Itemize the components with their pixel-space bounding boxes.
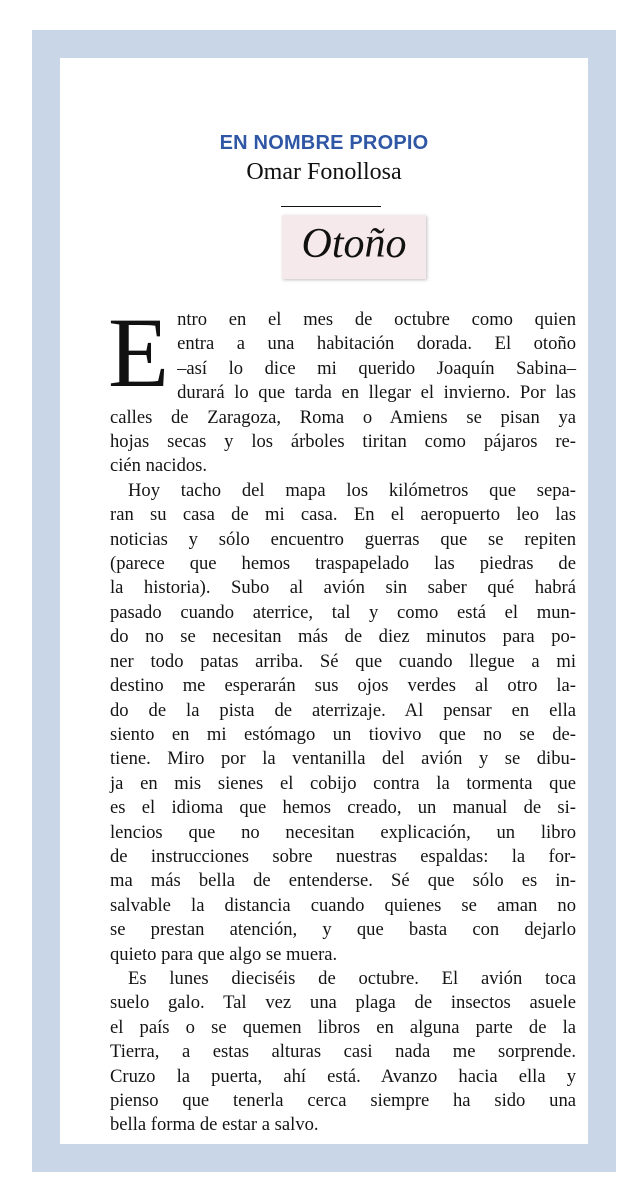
text-line: destino me esperarán sus ojos verdes al otro la- bbox=[110, 675, 576, 697]
text-line: noticias y sólo encuentro guerras que se repiten bbox=[110, 528, 576, 550]
text-line: do de la pista de aterrizaje. Al pensar en ella bbox=[110, 699, 576, 721]
text-line: Es lunes dieciséis de octubre. El avión toca bbox=[128, 967, 576, 989]
article-title: Otoño bbox=[301, 221, 407, 267]
title-box bbox=[282, 215, 426, 279]
paragraph-2 bbox=[110, 479, 576, 967]
text-line: quieto para que algo se muera. bbox=[110, 943, 338, 965]
text-line: de instrucciones sobre nuestras espaldas: la for- bbox=[110, 845, 576, 867]
text-line: salvable la distancia cuando quienes se aman no bbox=[110, 894, 576, 916]
text-line: Hoy tacho del mapa los kilómetros que sepa- bbox=[128, 479, 576, 501]
text-line: entra a una habitación dorada. El otoño bbox=[177, 333, 576, 355]
text-line: tiene. Miro por la ventanilla del avión y se dibu- bbox=[110, 748, 576, 770]
author-name: Omar Fonollosa bbox=[246, 159, 402, 185]
text-line: el país o se quemen libros en alguna parte de la bbox=[110, 1016, 576, 1038]
text-line: ja en mis sienes el cobijo contra la tormenta que bbox=[110, 772, 576, 794]
text-line: ran su casa de mi casa. En el aeropuerto leo las bbox=[110, 504, 576, 526]
section-heading: EN NOMBRE PROPIO bbox=[219, 132, 429, 154]
article-body bbox=[108, 297, 576, 1138]
text-line: durará lo que tarda en llegar el invierno. Por las bbox=[177, 382, 576, 404]
text-line: ntro en el mes de octubre como quien bbox=[177, 309, 576, 330]
text-line: suelo galo. Tal vez una plaga de insectos asuele bbox=[110, 992, 576, 1014]
text-line: la historia). Subo al avión sin saber qué habrá bbox=[110, 577, 576, 599]
column-panel bbox=[60, 58, 588, 1144]
text-line: bella forma de estar a salvo. bbox=[110, 1114, 319, 1136]
text-line: do no se necesitan más de diez minutos para po- bbox=[110, 626, 576, 648]
text-line: –así lo dice mi querido Joaquín Sabina– bbox=[177, 357, 576, 379]
text-line: lencios que no necesitan explicación, un libro bbox=[110, 821, 576, 843]
text-line: pasado cuando aterrice, tal y como está el mun- bbox=[110, 601, 576, 623]
text-line: cién nacidos. bbox=[110, 455, 208, 477]
text-line: pienso que tenerla cerca siempre ha sido una bbox=[110, 1090, 576, 1111]
text-line: Cruzo la puerta, ahí está. Avanzo hacia ella y bbox=[110, 1065, 576, 1087]
text-line: calles de Zaragoza, Roma o Amiens se pisan ya bbox=[110, 406, 576, 428]
text-line: ner todo patas arriba. Sé que cuando llegue a mi bbox=[110, 650, 576, 672]
paragraph-1 bbox=[108, 297, 576, 479]
divider-rule bbox=[281, 206, 381, 207]
page-frame bbox=[32, 30, 616, 1172]
text-line: Tierra, a estas alturas casi nada me sorprende. bbox=[110, 1041, 576, 1063]
drop-cap: E bbox=[108, 297, 170, 408]
text-line: hojas secas y los árboles tiritan como pájaros re- bbox=[110, 431, 576, 453]
text-line: se prestan atención, y que basta con dejarlo bbox=[110, 919, 576, 941]
text-line: siento en mi estómago un tiovivo que no se de- bbox=[110, 723, 576, 745]
text-line: (parece que hemos traspapelado las piedras de bbox=[110, 553, 576, 575]
text-line: es el idioma que hemos creado, un manual de si- bbox=[110, 797, 576, 819]
paragraph-3 bbox=[110, 967, 576, 1138]
text-line: ma más bella de entenderse. Sé que sólo es in- bbox=[110, 870, 576, 892]
